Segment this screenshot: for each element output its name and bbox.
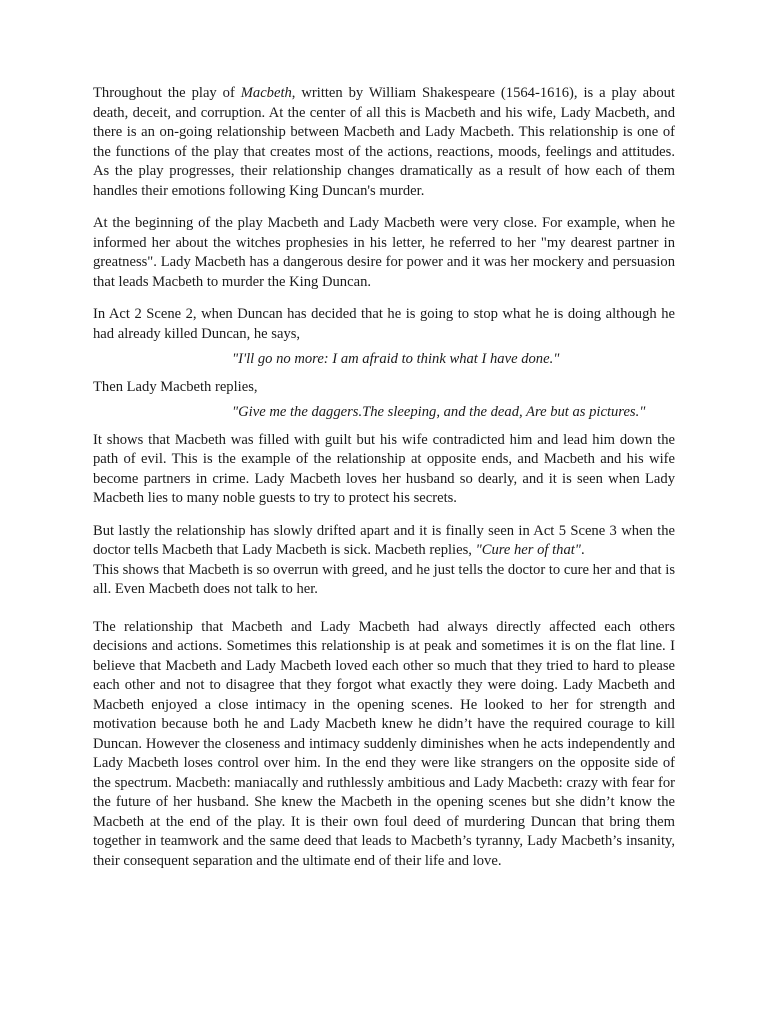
macbeth-quote: "I'll go no more: I am afraid to think what I have done.": [232, 351, 560, 367]
drifted-apart-text: But lastly the relationship has slowly drifted apart and it is finally seen in Act 5 Scene 3 when the doctor tells Macbeth that Lady Macbeth is sick. Macbeth replies,: [93, 522, 675, 558]
intro-text-rest: , written by William Shakespeare (1564-1616), is a play about death, deceit, and corruption. At the center of all this is Macbeth and his wife, Lady Macbeth, and there is an on-going relationship between Macbeth and Lady Macbeth. This relationship is one of the functions of the play that creates most of the actions, reactions, moods, feelings and attitudes. As the play progresses, their relationship changes dramatically as a result of how each of them handles their emotions following King Duncan's murder.: [93, 85, 675, 199]
paragraph-conclusion: The relationship that Macbeth and Lady Macbeth had always directly affected each others decisions and actions. Sometimes this relationship is at peak and sometimes it is on the flat line. I believe that Macbeth and Lady Macbeth loved each other so much that they tried to hard to please each other and not to disagree that they forgot what exactly they were doing. Lady Macbeth and Macbeth enjoyed a close intimacy in the opening scenes. He looked to her for strength and motivation because both he and Lady Macbeth knew he didn’t have the required courage to kill Duncan. However the closeness and intimacy suddenly diminishes when he acts independently and Lady Macbeth loses control over him. In the end they were like strangers on the opposite side of the spectrum. Macbeth: maniacally and ruthlessly ambitious and Lady Macbeth: crazy with fear for the future of her husband. She knew the Macbeth in the opening scenes but she didn’t know the Macbeth at the end of the play. It is their own foul deed of murdering Duncan that bring them together in teamwork and the same deed that leads to Macbeth’s tyranny, Lady Macbeth’s insanity, their consequent separation and the ultimate end of their life and love.: [93, 618, 675, 869]
cure-her-quote: "Cure her of that": [475, 542, 581, 558]
drifted-apart-end: .: [580, 542, 585, 558]
paragraph-greed: This shows that Macbeth is so overrun with greed, and he just tells the doctor to cure her and that is all. Even Macbeth does not talk to her.: [93, 561, 675, 597]
intro-text-start: Throughout the play of: [93, 85, 241, 101]
paragraph-act2-scene2: In Act 2 Scene 2, when Duncan has decided that he is going to stop what he is doing although he had already killed Duncan, he says,: [93, 306, 675, 342]
paragraph-lady-macbeth-replies: Then Lady Macbeth replies,: [93, 378, 258, 395]
play-title: Macbeth: [240, 85, 292, 101]
paragraph-introduction: [93, 84, 675, 201]
lady-macbeth-quote: "Give me the daggers.The sleeping, and the dead, Are but as pictures.": [232, 404, 646, 420]
paragraph-guilt: It shows that Macbeth was filled with guilt but his wife contradicted him and lead him down the path of evil. This is the example of the relationship at opposite ends, and Macbeth and his wife become partners in crime. Lady Macbeth loves her husband so dearly, and it is seen when Lady Macbeth lies to many noble guests to try to protect his secrets.: [93, 431, 675, 506]
essay-page: [93, 84, 675, 884]
paragraph-drifted-apart: [93, 522, 675, 561]
paragraph-beginning: At the beginning of the play Macbeth and Lady Macbeth were very close. For example, when he informed her about the witches prophesies in his letter, he referred to her "my dearest partner in greatness". Lady Macbeth has a dangerous desire for power and it was her mockery and persuasion that leads Macbeth to murder the King Duncan.: [93, 215, 675, 290]
